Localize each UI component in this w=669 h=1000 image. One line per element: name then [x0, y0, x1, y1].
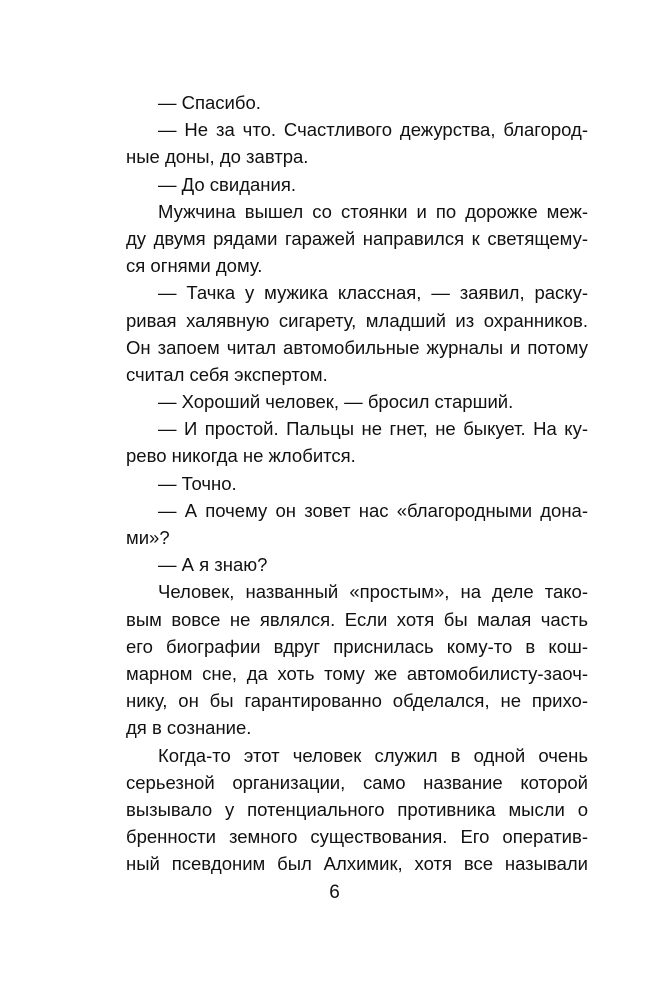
- text-line: — Точно.: [158, 472, 237, 494]
- text-line: вым вовсе не являлся. Если хотя бы малая часть: [126, 608, 588, 630]
- text-line: считал себя экспертом.: [126, 363, 328, 385]
- text-line: ные доны, до завтра.: [126, 146, 309, 168]
- text-line: Человек, названный «простым», на деле тако-: [158, 581, 588, 603]
- text-line: дя в сознание.: [126, 717, 252, 739]
- text-line: — Спасибо.: [158, 92, 261, 113]
- text-line: Когда-то этот человек служил в одной очень: [158, 744, 588, 766]
- text-line: — И простой. Пальцы не гнет, не быкует. На ку-: [158, 418, 588, 440]
- text-line: — А я знаю?: [158, 554, 268, 576]
- body-text: [126, 89, 588, 877]
- text-line: марном сне, да хоть тому же автомобилисту-заоч-: [126, 662, 588, 684]
- text-line: серьезной организации, само название которой: [126, 771, 588, 793]
- text-line: Он запоем читал автомобильные журналы и потому: [126, 336, 588, 358]
- text-line: — Хороший человек, — бросил старший.: [158, 391, 514, 413]
- text-line: его биографии вдруг приснилась кому-то в кош-: [126, 635, 588, 657]
- text-line: ривая халявную сигарету, младший из охранников.: [126, 309, 588, 331]
- text-line: ми»?: [126, 527, 170, 548]
- text-line: бренности земного существования. Его оператив-: [126, 826, 588, 848]
- text-line: ся огнями дому.: [126, 255, 263, 277]
- text-line: рево никогда не жлобится.: [126, 445, 356, 467]
- text-line: вызывало у потенциального противника мысли о: [126, 798, 588, 820]
- text-line: Мужчина вышел со стоянки и по дорожке меж-: [158, 200, 588, 222]
- text-line: ду двумя рядами гаражей направился к светящему-: [126, 227, 588, 249]
- text-line: — Тачка у мужика классная, — заявил, раску-: [158, 282, 588, 304]
- text-line: — А почему он зовет нас «благородными дона-: [158, 499, 588, 521]
- page-number: 6: [329, 882, 340, 903]
- text-line: — До свидания.: [158, 173, 297, 195]
- text-line: ный псевдоним был Алхимик, хотя все называли: [126, 853, 588, 875]
- text-line: нику, он бы гарантированно обделался, не прихо-: [126, 690, 588, 712]
- text-line: — Не за что. Счастливого дежурства, благород-: [158, 119, 588, 141]
